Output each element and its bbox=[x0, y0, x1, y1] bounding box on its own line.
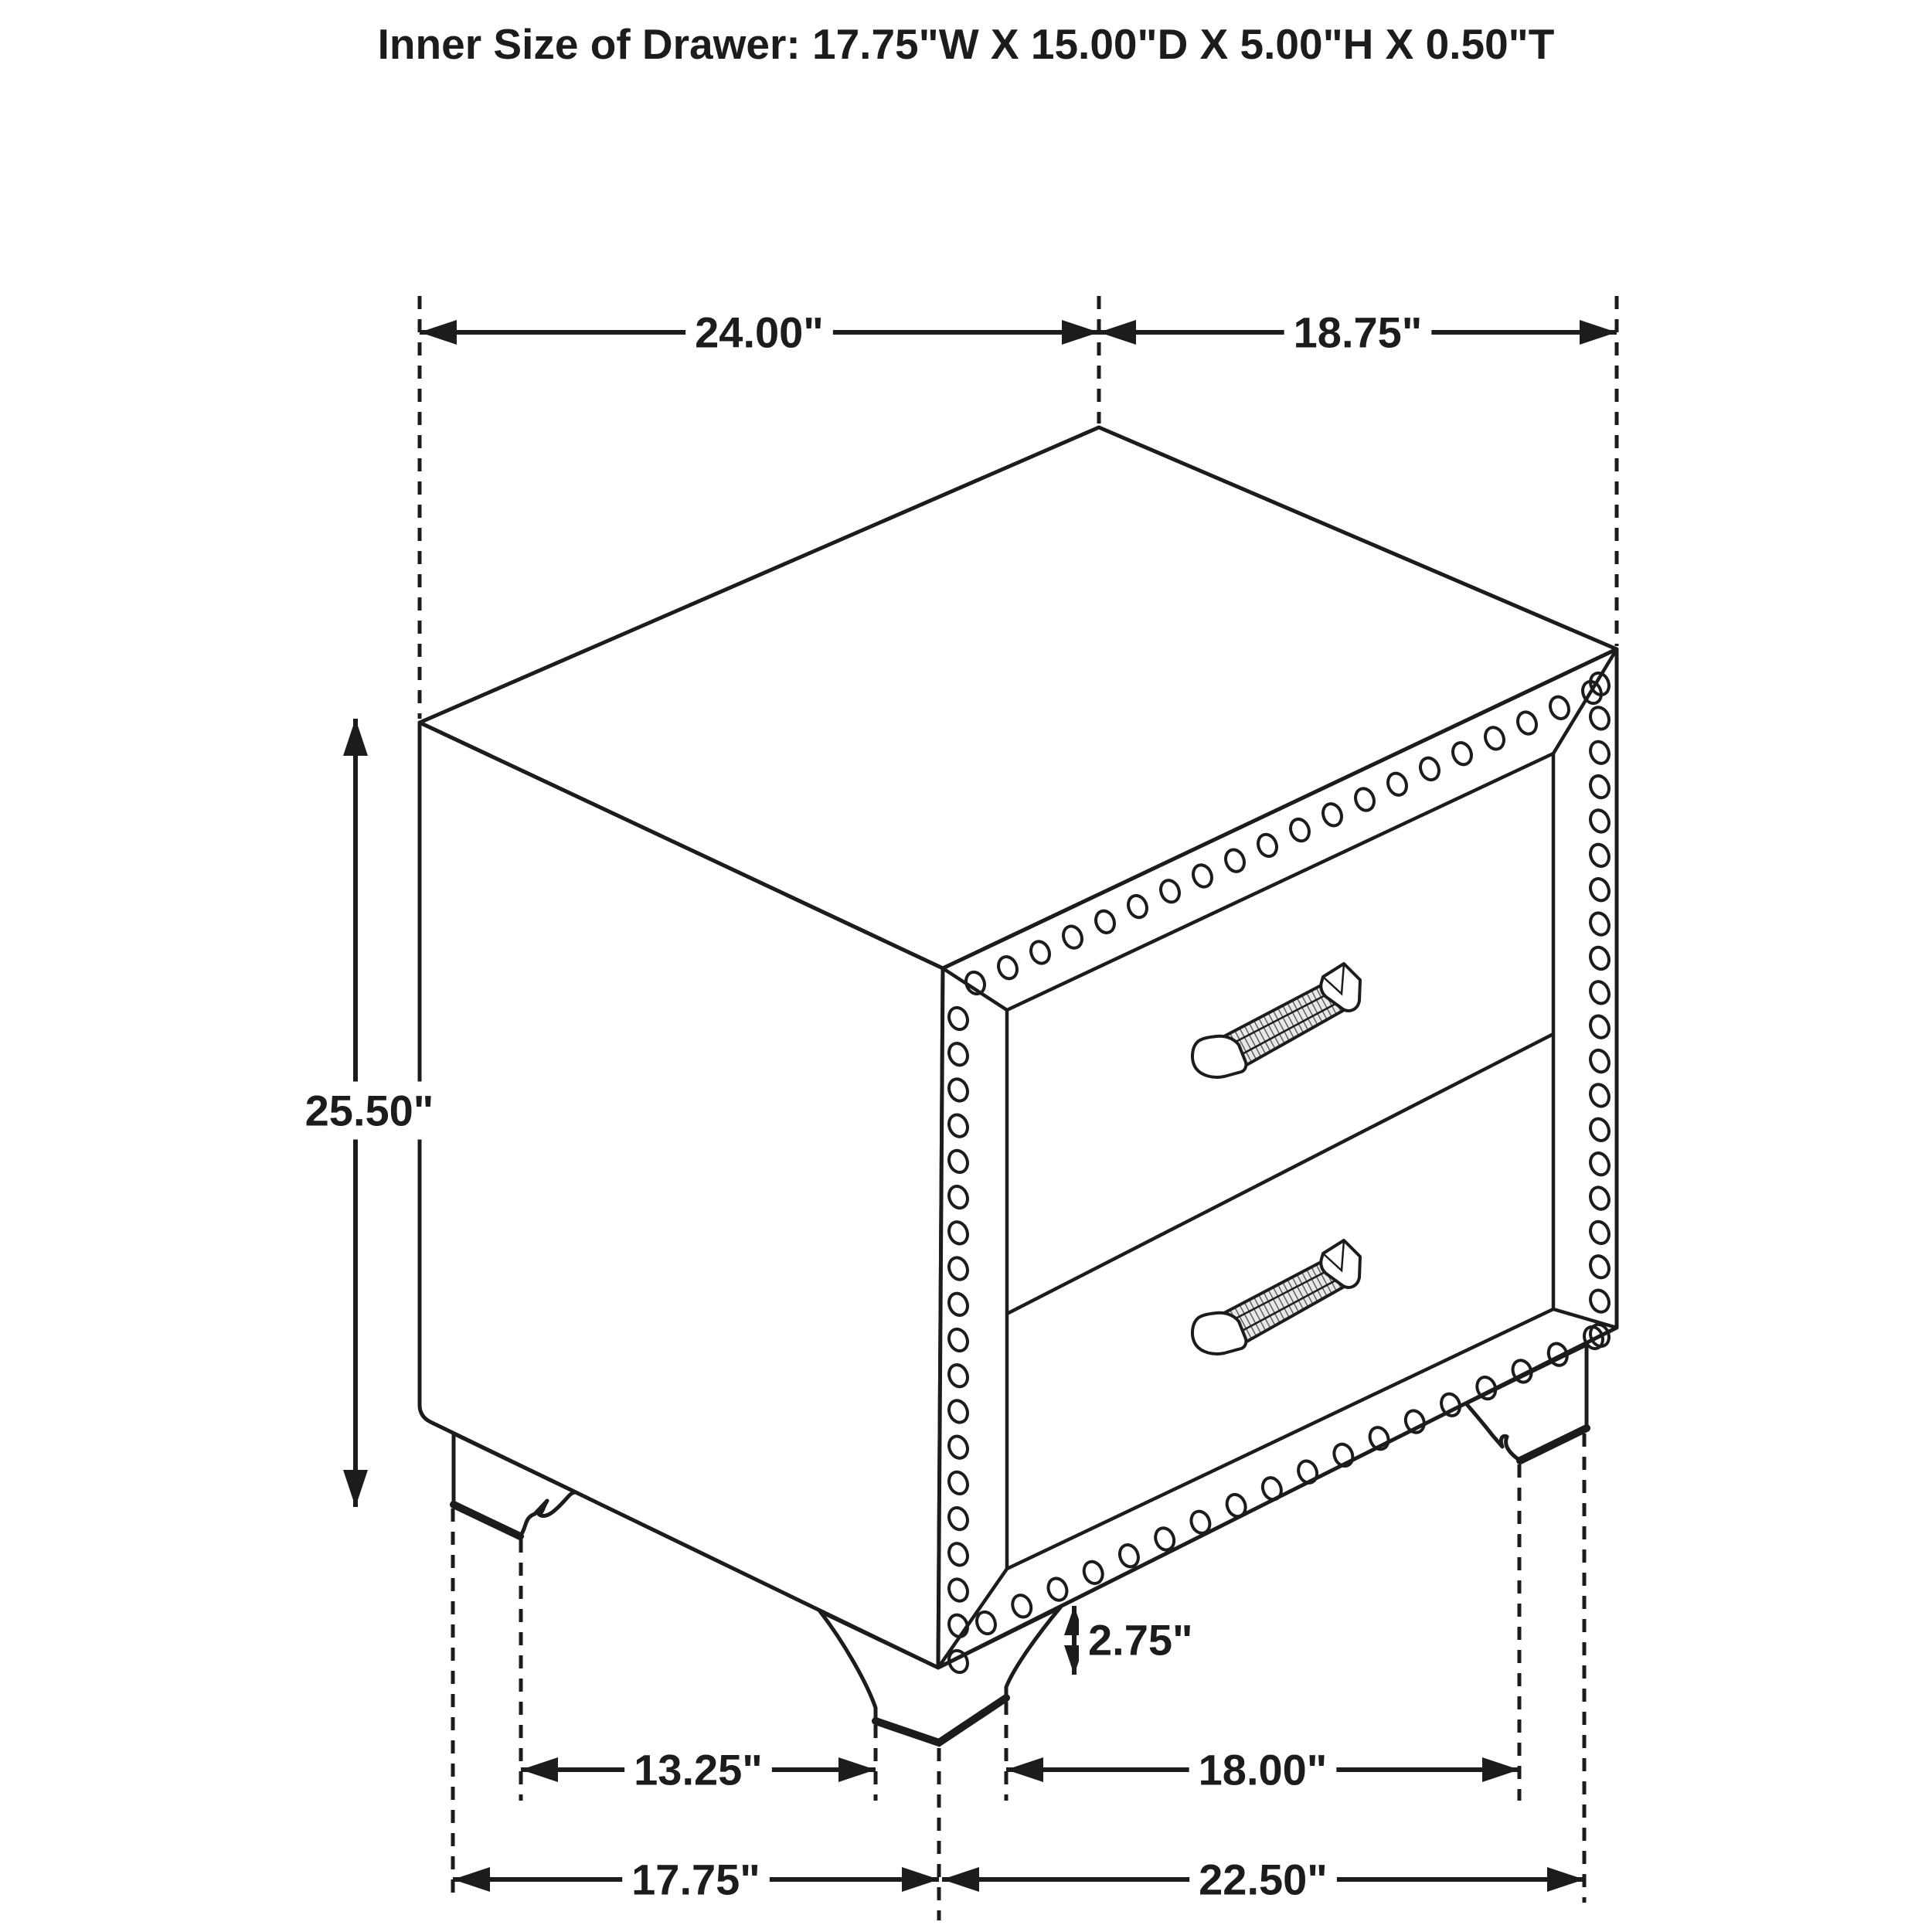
dimension-label-leg-height: 2.75" bbox=[1088, 1615, 1193, 1665]
diagram-title: Inner Size of Drawer: 17.75"W X 15.00"D X 5.00"H X 0.50"T bbox=[377, 20, 1555, 68]
arrow-head-right bbox=[1547, 1867, 1584, 1892]
dimension-leg-height bbox=[1064, 1606, 1202, 1675]
dimension-leg-span-front bbox=[1006, 1741, 1519, 1799]
dimension-label-base-width: 22.50" bbox=[1199, 1855, 1328, 1904]
dimension-leg-span-side bbox=[521, 1741, 876, 1799]
arrow-head-right bbox=[1482, 1757, 1519, 1782]
arrow-head-down bbox=[343, 1470, 368, 1507]
dimension-label-top-depth: 18.75" bbox=[1293, 308, 1423, 357]
arrow-head-left bbox=[521, 1757, 558, 1782]
dimension-base-depth bbox=[453, 1851, 939, 1909]
arrow-head-left bbox=[420, 320, 457, 345]
dimension-base-width bbox=[942, 1851, 1584, 1909]
arrow-head-right bbox=[838, 1757, 876, 1782]
cabinet-drawing bbox=[420, 427, 1617, 1743]
dimension-label-leg-span-front: 18.00" bbox=[1198, 1745, 1328, 1794]
dimension-label-base-depth: 17.75" bbox=[631, 1855, 760, 1904]
dimension-top-depth bbox=[1099, 304, 1617, 362]
dimension-label-top-width: 24.00" bbox=[695, 308, 824, 357]
arrow-head-left bbox=[453, 1867, 490, 1892]
arrow-head-up bbox=[343, 719, 368, 756]
dimension-label-overall-height: 25.50" bbox=[304, 1086, 434, 1135]
dimension-label-leg-span-side: 13.25" bbox=[634, 1745, 763, 1794]
arrow-head-right bbox=[1062, 320, 1099, 345]
arrow-head-right bbox=[1580, 320, 1617, 345]
dimension-top-width bbox=[420, 304, 1099, 362]
arrow-head-left bbox=[1006, 1757, 1043, 1782]
arrow-head-left bbox=[942, 1867, 979, 1892]
arrow-head-left bbox=[1099, 320, 1136, 345]
arrow-head-right bbox=[902, 1867, 939, 1892]
